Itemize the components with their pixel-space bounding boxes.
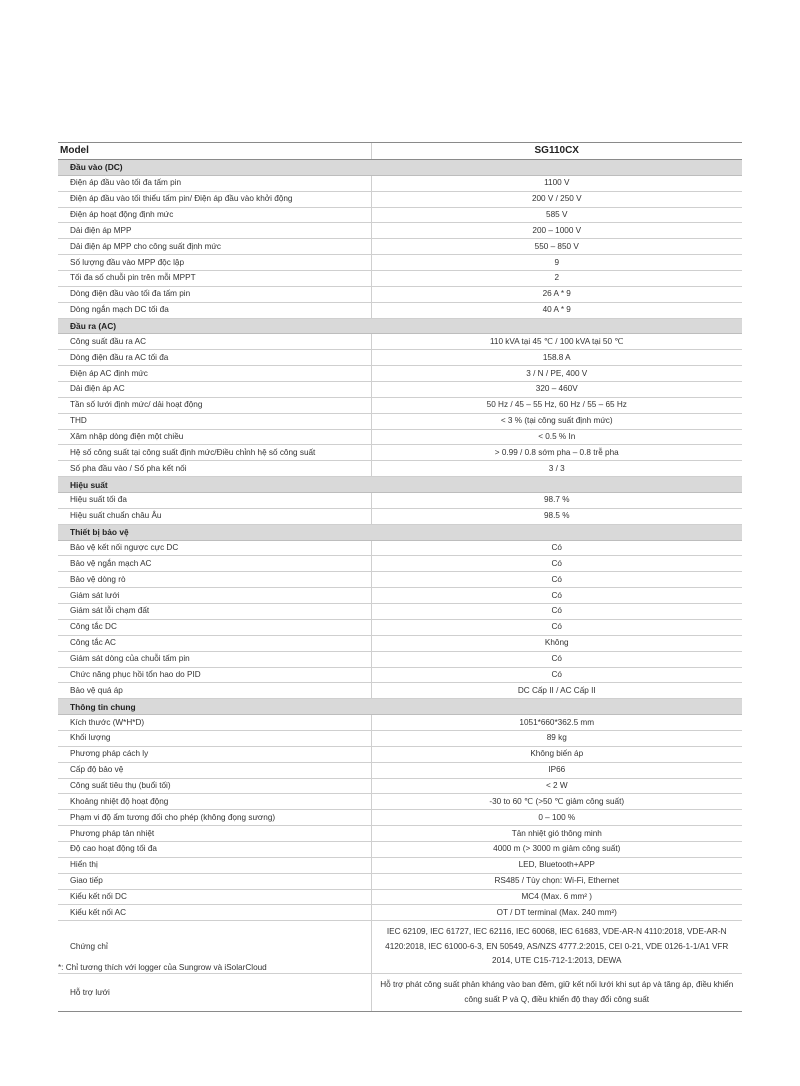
- spec-label: Dòng điện đầu ra AC tối đa: [58, 350, 371, 366]
- table-row: [58, 382, 742, 398]
- table-row: [58, 974, 742, 1012]
- spec-label: Độ cao hoạt động tối đa: [58, 841, 371, 857]
- spec-label: Giao tiếp: [58, 873, 371, 889]
- spec-value: 200 – 1000 V: [371, 223, 742, 239]
- spec-value: 40 A * 9: [371, 302, 742, 318]
- spec-value: RS485 / Tùy chọn: Wi-Fi, Ethernet: [371, 873, 742, 889]
- table-row: [58, 397, 742, 413]
- section-title: Hiệu suất: [58, 477, 742, 493]
- section-title: Đầu vào (DC): [58, 160, 742, 176]
- spec-label: Điện áp đầu vào tối thiểu tấm pin/ Điện áp đầu vào khởi động: [58, 191, 371, 207]
- spec-value: 9: [371, 255, 742, 271]
- section-header-row: [58, 699, 742, 715]
- table-row: [58, 651, 742, 667]
- spec-label: Giám sát lưới: [58, 588, 371, 604]
- spec-value: > 0.99 / 0.8 sớm pha – 0.8 trễ pha: [371, 445, 742, 461]
- spec-value: 585 V: [371, 207, 742, 223]
- spec-value: IEC 62109, IEC 61727, IEC 62116, IEC 60068, IEC 61683, VDE-AR-N 4110:2018, VDE-AR-N 4120:2018, IEC 61000-6-3, EN 50549, AS/NZS 4777.2:2015, CEI 0-21, VDE 0126-1-1/A1 VFR 2014, UTE C15-712-1:2013, DEWA: [371, 921, 742, 974]
- table-row: [58, 841, 742, 857]
- table-row: [58, 762, 742, 778]
- spec-value: Có: [371, 667, 742, 683]
- table-row: [58, 635, 742, 651]
- spec-label: Phương pháp tản nhiệt: [58, 826, 371, 842]
- spec-label: Kiểu kết nối DC: [58, 889, 371, 905]
- section-title: Thiết bị bảo vệ: [58, 524, 742, 540]
- table-row: [58, 207, 742, 223]
- table-row: [58, 889, 742, 905]
- table-row: [58, 461, 742, 477]
- spec-value: Có: [371, 619, 742, 635]
- table-row: [58, 810, 742, 826]
- spec-value: Tản nhiệt gió thông minh: [371, 826, 742, 842]
- spec-label: Hiệu suất tối đa: [58, 493, 371, 509]
- section-title: Thông tin chung: [58, 699, 742, 715]
- table-row: [58, 493, 742, 509]
- section-title: Đầu ra (AC): [58, 318, 742, 334]
- table-row: [58, 223, 742, 239]
- spec-label: Chứng chỉ: [58, 921, 371, 974]
- spec-label: Bảo vệ ngắn mạch AC: [58, 556, 371, 572]
- table-row: [58, 556, 742, 572]
- spec-label: Khoảng nhiệt độ hoạt động: [58, 794, 371, 810]
- table-row: [58, 175, 742, 191]
- spec-label: Tối đa số chuỗi pin trên mỗi MPPT: [58, 271, 371, 287]
- spec-value: Có: [371, 540, 742, 556]
- spec-value: 3 / 3: [371, 461, 742, 477]
- spec-label: Xâm nhập dòng điện một chiều: [58, 429, 371, 445]
- table-row: [58, 746, 742, 762]
- spec-value: Không biến áp: [371, 746, 742, 762]
- spec-label: Dải điện áp AC: [58, 382, 371, 398]
- spec-label: Dải điện áp MPP cho công suất định mức: [58, 239, 371, 255]
- section-header-row: [58, 477, 742, 493]
- section-header-row: [58, 160, 742, 176]
- table-row: [58, 667, 742, 683]
- spec-value: 200 V / 250 V: [371, 191, 742, 207]
- spec-label: Tần số lưới định mức/ dải hoạt động: [58, 397, 371, 413]
- table-row: [58, 730, 742, 746]
- spec-value: 98.7 %: [371, 493, 742, 509]
- spec-value: 3 / N / PE, 400 V: [371, 366, 742, 382]
- spec-label: Dòng ngắn mạch DC tối đa: [58, 302, 371, 318]
- spec-label: Phạm vi độ ẩm tương đối cho phép (không đọng sương): [58, 810, 371, 826]
- spec-value: 4000 m (> 3000 m giảm công suất): [371, 841, 742, 857]
- spec-label: Hiển thị: [58, 857, 371, 873]
- table-row: [58, 239, 742, 255]
- spec-label: Bảo vệ dòng rò: [58, 572, 371, 588]
- spec-value: LED, Bluetooth+APP: [371, 857, 742, 873]
- section-header-row: [58, 524, 742, 540]
- spec-label: Dòng điện đầu vào tối đa tấm pin: [58, 286, 371, 302]
- table-row: [58, 429, 742, 445]
- spec-value: 320 – 460V: [371, 382, 742, 398]
- spec-value: 89 kg: [371, 730, 742, 746]
- spec-value: 158.8 A: [371, 350, 742, 366]
- spec-value: 2: [371, 271, 742, 287]
- table-row: [58, 572, 742, 588]
- spec-label: Khối lượng: [58, 730, 371, 746]
- spec-value: < 3 % (tại công suất định mức): [371, 413, 742, 429]
- spec-value: Có: [371, 556, 742, 572]
- spec-value: < 2 W: [371, 778, 742, 794]
- model-value: SG110CX: [371, 143, 742, 160]
- spec-value: 0 – 100 %: [371, 810, 742, 826]
- table-row: [58, 255, 742, 271]
- spec-label: Công suất tiêu thụ (buổi tối): [58, 778, 371, 794]
- spec-label: Giám sát dòng của chuỗi tấm pin: [58, 651, 371, 667]
- spec-label: Công tắc AC: [58, 635, 371, 651]
- spec-value: DC Cấp II / AC Cấp II: [371, 683, 742, 699]
- spec-value: 98.5 %: [371, 508, 742, 524]
- spec-value: Hỗ trợ phát công suất phản kháng vào ban đêm, giữ kết nối lưới khi sụt áp và tăng áp, điều khiển công suất P và Q, điều khiển độ thay đổi công suất: [371, 974, 742, 1012]
- table-row: [58, 683, 742, 699]
- table-row: [58, 413, 742, 429]
- table-row: [58, 334, 742, 350]
- spec-label: Điện áp đầu vào tối đa tấm pin: [58, 175, 371, 191]
- spec-label: Cấp độ bảo vệ: [58, 762, 371, 778]
- spec-table-body: [58, 143, 742, 1012]
- spec-value: 550 – 850 V: [371, 239, 742, 255]
- spec-value: IP66: [371, 762, 742, 778]
- table-row: [58, 857, 742, 873]
- spec-label: Dải điện áp MPP: [58, 223, 371, 239]
- table-row: [58, 715, 742, 731]
- table-row: [58, 619, 742, 635]
- spec-sheet: [58, 142, 742, 1012]
- table-row: [58, 873, 742, 889]
- spec-value: -30 to 60 ℃ (>50 ℃ giảm công suất): [371, 794, 742, 810]
- table-row: [58, 350, 742, 366]
- spec-label: Giám sát lỗi chạm đất: [58, 604, 371, 620]
- spec-value: Có: [371, 604, 742, 620]
- table-row: [58, 286, 742, 302]
- section-header-row: [58, 318, 742, 334]
- spec-label: Hệ số công suất tại công suất định mức/Điều chỉnh hệ số công suất: [58, 445, 371, 461]
- spec-value: MC4 (Max. 6 mm² ): [371, 889, 742, 905]
- spec-label: Bảo vệ kết nối ngược cực DC: [58, 540, 371, 556]
- spec-value: Có: [371, 588, 742, 604]
- spec-value: 26 A * 9: [371, 286, 742, 302]
- table-row: [58, 794, 742, 810]
- spec-value: 110 kVA tại 45 ℃ / 100 kVA tại 50 ℃: [371, 334, 742, 350]
- table-row: [58, 540, 742, 556]
- table-row: [58, 826, 742, 842]
- spec-label: Số pha đầu vào / Số pha kết nối: [58, 461, 371, 477]
- spec-value: < 0.5 % In: [371, 429, 742, 445]
- spec-label: Điện áp hoạt động định mức: [58, 207, 371, 223]
- spec-value: Không: [371, 635, 742, 651]
- table-row: [58, 588, 742, 604]
- spec-label: Công tắc DC: [58, 619, 371, 635]
- spec-label: Công suất đầu ra AC: [58, 334, 371, 350]
- table-row: [58, 778, 742, 794]
- footnote: *: Chỉ tương thích với logger của Sungrow và iSolarCloud: [58, 963, 267, 972]
- spec-label: Bảo vệ quá áp: [58, 683, 371, 699]
- table-header-row: [58, 143, 742, 160]
- spec-value: 1051*660*362.5 mm: [371, 715, 742, 731]
- spec-label: THD: [58, 413, 371, 429]
- spec-label: Chức năng phục hồi tổn hao do PID: [58, 667, 371, 683]
- spec-value: 50 Hz / 45 – 55 Hz, 60 Hz / 55 – 65 Hz: [371, 397, 742, 413]
- spec-value: Có: [371, 572, 742, 588]
- spec-label: Hỗ trợ lưới: [58, 974, 371, 1012]
- spec-value: 1100 V: [371, 175, 742, 191]
- spec-label: Số lượng đầu vào MPP độc lập: [58, 255, 371, 271]
- table-row: [58, 191, 742, 207]
- table-row: [58, 508, 742, 524]
- spec-value: OT / DT terminal (Max. 240 mm²): [371, 905, 742, 921]
- table-row: [58, 302, 742, 318]
- table-row: [58, 366, 742, 382]
- spec-label: Điện áp AC định mức: [58, 366, 371, 382]
- table-row: [58, 905, 742, 921]
- model-label: Model: [58, 143, 371, 160]
- spec-table: [58, 142, 742, 1012]
- spec-label: Kích thước (W*H*D): [58, 715, 371, 731]
- table-row: [58, 604, 742, 620]
- spec-value: Có: [371, 651, 742, 667]
- spec-label: Kiểu kết nối AC: [58, 905, 371, 921]
- table-row: [58, 271, 742, 287]
- spec-label: Phương pháp cách ly: [58, 746, 371, 762]
- table-row: [58, 445, 742, 461]
- spec-label: Hiệu suất chuẩn châu Âu: [58, 508, 371, 524]
